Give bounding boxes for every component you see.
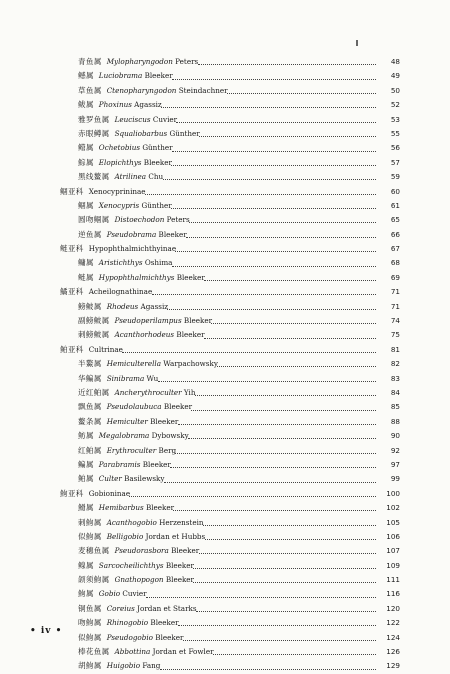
chinese-name: 铜鱼属	[78, 603, 102, 613]
chinese-name: 黑线鳌属	[78, 172, 110, 182]
genus-name: Mylopharyngodon	[106, 57, 173, 66]
dot-leader	[172, 151, 376, 152]
toc-genus-row	[60, 659, 400, 673]
scientific-name	[99, 589, 147, 598]
chinese-name: 胡鮈属	[78, 661, 102, 671]
toc-genus-row	[60, 544, 400, 558]
page-number-footer: • iv •	[30, 626, 63, 636]
author-name: Wu	[144, 373, 159, 383]
chinese-name: 刺鮈属	[78, 517, 102, 527]
page-number: 111	[386, 575, 400, 585]
toc-genus-row	[60, 386, 400, 400]
page-number: 71	[390, 301, 400, 311]
author-name: Cuvier	[150, 114, 178, 124]
author-name: Bleeker	[161, 402, 193, 412]
scientific-name	[107, 417, 179, 426]
genus-name: Phoxinus	[98, 100, 132, 110]
genus-name: Coreius	[106, 603, 135, 613]
page-number: 71	[390, 287, 400, 297]
dot-leader	[188, 438, 376, 439]
genus-name: Cultrinae	[88, 344, 123, 354]
toc-genus-row	[60, 444, 400, 458]
author-name: Fang	[140, 661, 161, 671]
toc-subfamily-row	[60, 242, 400, 256]
page-number: 74	[390, 316, 400, 326]
dot-leader	[129, 496, 376, 497]
toc-genus-row	[60, 372, 400, 386]
author-name: Oshima	[142, 258, 173, 268]
scientific-name	[89, 187, 146, 196]
page-number: 59	[390, 172, 400, 182]
scientific-name	[107, 446, 176, 455]
scientific-name	[107, 57, 199, 66]
scientific-name	[89, 345, 123, 354]
toc-genus-row	[60, 357, 400, 371]
author-name: Berg	[156, 445, 177, 455]
page-number: 68	[390, 258, 400, 268]
author-name: Bleeker	[143, 503, 175, 513]
chinese-name: 青鱼属	[78, 57, 102, 66]
scientific-name	[107, 374, 159, 383]
genus-name: Gobioninae	[88, 488, 131, 498]
chinese-name: 鲂属	[78, 431, 94, 441]
author-name: Bleeker	[148, 618, 179, 628]
author-name: Cuvier	[120, 589, 147, 599]
toc-genus-row	[60, 616, 400, 630]
dot-leader	[211, 323, 376, 324]
scientific-name	[99, 561, 194, 570]
page-number: 53	[390, 114, 400, 124]
toc-genus-row	[60, 573, 400, 587]
author-name: Bleeker	[153, 632, 184, 642]
page-number: 67	[390, 244, 400, 254]
dot-leader	[171, 165, 376, 166]
toc-genus-row	[60, 415, 400, 429]
genus-name: Pseudogobio	[106, 632, 153, 642]
dot-leader	[193, 582, 376, 583]
page-number: 126	[386, 647, 400, 657]
dot-leader	[198, 64, 376, 65]
dot-leader	[175, 453, 376, 454]
chinese-name: 吻鮈属	[78, 618, 102, 628]
genus-name: Sinibrama	[106, 373, 145, 383]
toc-genus-row	[60, 501, 400, 515]
dot-leader	[217, 366, 376, 367]
scientific-name	[99, 503, 174, 512]
chinese-name: 副鳑鲏属	[78, 316, 110, 326]
scientific-name	[107, 86, 228, 95]
chinese-name: 鳙属	[78, 258, 94, 268]
toc-genus-row	[60, 113, 400, 127]
page-number: 92	[390, 445, 400, 455]
dot-leader	[152, 294, 376, 295]
scientific-name	[115, 129, 200, 138]
dot-leader	[199, 553, 376, 554]
toc-genus-row	[60, 170, 400, 184]
page-number: 84	[390, 387, 400, 397]
toc-genus-row	[60, 199, 400, 213]
chinese-name: 鲌亚科	[60, 344, 84, 354]
scientific-name	[115, 330, 205, 339]
dot-leader	[160, 669, 376, 670]
dot-leader	[199, 136, 376, 137]
page-number: 116	[386, 589, 400, 599]
chinese-name: 雅罗鱼属	[78, 114, 110, 124]
dot-leader	[146, 597, 376, 598]
genus-name: Atrilinea	[114, 172, 147, 182]
scientific-name	[107, 230, 187, 239]
dot-leader	[164, 482, 376, 483]
genus-name: Leuciscus	[114, 114, 151, 124]
dot-leader	[186, 237, 376, 238]
author-name: Jordan et Starks	[134, 603, 197, 613]
page-number: 83	[390, 373, 400, 383]
author-name: Steindachner	[176, 85, 228, 95]
chinese-name: 华鳊属	[78, 373, 102, 383]
author-name: Warpachowsky	[161, 359, 218, 369]
page-number: 120	[386, 603, 400, 613]
toc-genus-row	[60, 156, 400, 170]
dot-leader	[178, 424, 376, 425]
chinese-name: 似鮈属	[78, 632, 102, 642]
dot-leader	[175, 251, 376, 252]
page-number: 129	[386, 661, 400, 671]
dot-leader	[183, 640, 376, 641]
scientific-name	[107, 604, 197, 613]
dot-leader	[170, 467, 376, 468]
genus-name: Belligobio	[106, 531, 144, 541]
chinese-name: 鳤属	[78, 143, 94, 153]
genus-name: Elopichthys	[98, 157, 142, 167]
author-name: Herzenstein	[156, 517, 204, 527]
dot-leader	[178, 625, 376, 626]
genus-name: Huigobio	[106, 661, 141, 671]
chinese-name: 飘鱼属	[78, 402, 102, 412]
toc-genus-row	[60, 602, 400, 616]
dot-leader	[163, 179, 376, 180]
scan-mark	[356, 40, 358, 46]
chinese-name: 颌须鮈属	[78, 575, 110, 585]
scientific-name	[115, 172, 164, 181]
genus-name: Pseudobrama	[106, 229, 157, 239]
page-number: 82	[390, 359, 400, 369]
author-name: Peters	[164, 215, 190, 225]
scientific-name	[99, 258, 173, 267]
dot-leader	[203, 525, 376, 526]
genus-name: Megalobrama	[98, 431, 150, 441]
dot-leader	[204, 280, 376, 281]
dot-leader	[172, 266, 376, 267]
genus-name: Hemibarbus	[98, 503, 144, 513]
author-name: Bleeker	[168, 546, 200, 556]
chinese-name: 鲌属	[78, 474, 94, 484]
scientific-name	[99, 71, 173, 80]
chinese-name: 鲢属	[78, 272, 94, 282]
page-number: 109	[386, 560, 400, 570]
genus-name: Pseudoperilampus	[114, 316, 182, 326]
scientific-name	[99, 100, 162, 109]
genus-name: Ochetobius	[98, 143, 141, 153]
chinese-name: 逆鱼属	[78, 229, 102, 239]
chinese-name: 鮈属	[78, 589, 94, 599]
genus-name: Pseudorasbora	[114, 546, 169, 556]
author-name: Agassiz	[138, 301, 169, 311]
chinese-name: 鮈亚科	[60, 488, 84, 498]
toc-genus-row	[60, 141, 400, 155]
page-number: 50	[390, 85, 400, 95]
genus-name: Sarcocheilichthys	[98, 560, 164, 570]
toc-genus-row	[60, 127, 400, 141]
chinese-name: 鲴属	[78, 200, 94, 210]
dot-leader	[172, 79, 376, 80]
toc-subfamily-row	[60, 285, 400, 299]
scientific-name	[99, 474, 165, 483]
toc-genus-row	[60, 300, 400, 314]
scientific-name	[115, 316, 212, 325]
author-name: Bleeker	[174, 272, 205, 282]
genus-name: Hypophthalmichthys	[98, 272, 175, 282]
toc-genus-row	[60, 69, 400, 83]
scientific-name	[107, 618, 179, 627]
page-number: 57	[390, 157, 400, 167]
author-name: Bleeker	[141, 157, 172, 167]
scientific-name	[107, 633, 184, 642]
genus-name: Pseudolaubuca	[106, 402, 162, 412]
chinese-name: 棒花鱼属	[78, 647, 110, 657]
genus-name: Erythroculter	[106, 445, 157, 455]
chinese-name: 麦穗鱼属	[78, 546, 110, 556]
author-name: Bleeker	[163, 560, 194, 570]
toc-genus-row	[60, 228, 400, 242]
dot-leader	[189, 222, 376, 223]
genus-name: Parabramis	[98, 459, 141, 469]
author-name: Bleeker	[181, 316, 213, 326]
page-number: 55	[390, 128, 400, 138]
toc-genus-row	[60, 429, 400, 443]
page-number: 105	[386, 517, 400, 527]
genus-name: Hemiculterella	[106, 359, 161, 369]
toc-genus-row	[60, 559, 400, 573]
scientific-name	[99, 201, 172, 210]
scientific-name	[89, 244, 176, 253]
chinese-name: 鳌条属	[78, 416, 102, 426]
author-name: Günther	[140, 143, 173, 153]
dot-leader	[213, 654, 376, 655]
author-name: Peters	[172, 57, 199, 66]
genus-name: Acheilognathinae	[88, 287, 153, 297]
table-of-contents	[60, 55, 400, 674]
author-name: Bleeker	[156, 229, 187, 239]
toc-genus-row	[60, 256, 400, 270]
page-number: 124	[386, 632, 400, 642]
dot-leader	[196, 611, 376, 612]
toc-genus-row	[60, 55, 400, 69]
scientific-name	[99, 143, 173, 152]
author-name: Jordan et Hubbs	[143, 531, 206, 541]
genus-name: Xenocypris	[98, 200, 140, 210]
page-number: 61	[390, 200, 400, 210]
chinese-name: 近红鲌属	[78, 387, 110, 397]
chinese-name: 鲅属	[78, 100, 94, 110]
scientific-name	[107, 302, 168, 311]
genus-name: Hypophthalmichthyinae	[88, 244, 177, 254]
chinese-name: 鳑鲏属	[78, 301, 102, 311]
chinese-name: 半鰲属	[78, 359, 102, 369]
toc-genus-row	[60, 314, 400, 328]
scientific-name	[107, 402, 192, 411]
author-name: Günther	[139, 200, 172, 210]
author-name: Bleeker	[163, 575, 194, 585]
genus-name: Ancherythroculter	[114, 387, 182, 397]
chinese-name: 似鮈属	[78, 531, 102, 541]
dot-leader	[161, 107, 376, 108]
scientific-name	[107, 518, 204, 527]
page-number: 90	[390, 431, 400, 441]
scientific-name	[99, 273, 205, 282]
page-number: 60	[390, 186, 400, 196]
dot-leader	[122, 352, 376, 353]
author-name: Agassiz	[131, 100, 162, 110]
chinese-name: 鲴亚科	[60, 186, 84, 196]
page-number: 81	[390, 344, 400, 354]
scientific-name	[115, 575, 194, 584]
genus-name: Xenocyprininae	[88, 186, 146, 196]
chinese-name: 刺鳑鲏属	[78, 330, 110, 340]
dot-leader	[173, 510, 376, 511]
scientific-name	[115, 388, 196, 397]
toc-genus-row	[60, 631, 400, 645]
chinese-name: 红鲌属	[78, 445, 102, 455]
chinese-name: 鳊属	[78, 459, 94, 469]
scientific-name	[89, 489, 130, 498]
toc-genus-row	[60, 84, 400, 98]
genus-name: Abbottina	[114, 647, 151, 657]
genus-name: Hemiculter	[106, 416, 148, 426]
toc-genus-row	[60, 645, 400, 659]
page-number: 69	[390, 272, 400, 282]
page-number: 106	[386, 531, 400, 541]
page-number: 49	[390, 71, 400, 81]
page-number: 56	[390, 143, 400, 153]
page-number: 107	[386, 546, 400, 556]
chinese-name: 鱊亚科	[60, 287, 84, 297]
genus-name: Ctenopharyngodon	[106, 85, 177, 95]
genus-name: Aristichthys	[98, 258, 143, 268]
toc-subfamily-row	[60, 343, 400, 357]
dot-leader	[195, 395, 376, 396]
toc-subfamily-row	[60, 487, 400, 501]
genus-name: Luciobrama	[98, 71, 143, 81]
author-name: Bleeker	[142, 71, 173, 81]
dot-leader	[204, 338, 376, 339]
scientific-name	[99, 460, 171, 469]
page-number: 52	[390, 100, 400, 110]
author-name: Bleeker	[174, 330, 205, 340]
genus-name: Distoechodon	[114, 215, 165, 225]
genus-name: Culter	[98, 474, 122, 484]
toc-genus-row	[60, 472, 400, 486]
genus-name: Squaliobarbus	[114, 128, 168, 138]
scientific-name	[115, 215, 190, 224]
toc-genus-row	[60, 587, 400, 601]
chinese-name: 鳈属	[78, 560, 94, 570]
scientific-name	[99, 158, 172, 167]
toc-genus-row	[60, 458, 400, 472]
toc-genus-row	[60, 271, 400, 285]
chinese-name: 鲢亚科	[60, 244, 84, 254]
dot-leader	[191, 410, 376, 411]
scientific-name	[115, 647, 214, 656]
scientific-name	[107, 359, 218, 368]
author-name: Bleeker	[140, 459, 171, 469]
scientific-name	[99, 431, 189, 440]
page-number: 48	[390, 57, 400, 66]
dot-leader	[167, 309, 376, 310]
page-number: 85	[390, 402, 400, 412]
genus-name: Rhinogobio	[106, 618, 149, 628]
scientific-name	[107, 532, 206, 541]
dot-leader	[205, 539, 376, 540]
chinese-name: 鯮属	[78, 157, 94, 167]
page-number: 97	[390, 459, 400, 469]
toc-genus-row	[60, 400, 400, 414]
page-number: 66	[390, 229, 400, 239]
genus-name: Gobio	[98, 589, 121, 599]
scientific-name	[115, 546, 200, 555]
author-name: Bleeker	[147, 416, 179, 426]
chinese-name: 赤眼鳟属	[78, 128, 110, 138]
dot-leader	[193, 568, 376, 569]
author-name: Jordan et Fowler	[150, 647, 214, 657]
toc-subfamily-row	[60, 185, 400, 199]
page-number: 102	[386, 503, 400, 513]
page-number: 88	[390, 416, 400, 426]
chinese-name: 鳡属	[78, 71, 94, 81]
toc-genus-row	[60, 516, 400, 530]
author-name: Yih	[181, 387, 196, 397]
author-name: Dybowsky	[149, 431, 189, 441]
dot-leader	[176, 122, 376, 123]
chinese-name: 䱻属	[78, 503, 94, 513]
scientific-name	[89, 287, 153, 296]
dot-leader	[145, 194, 376, 195]
toc-genus-row	[60, 328, 400, 342]
dot-leader	[158, 381, 376, 382]
genus-name: Gnathopogon	[114, 575, 164, 585]
chinese-name: 圆吻鲴属	[78, 215, 110, 225]
toc-genus-row	[60, 98, 400, 112]
scientific-name	[107, 661, 161, 670]
dot-leader	[227, 93, 376, 94]
dot-leader	[171, 208, 376, 209]
genus-name: Acanthorhodeus	[114, 330, 175, 340]
genus-name: Rhodeus	[106, 301, 139, 311]
page-number: 65	[390, 215, 400, 225]
toc-genus-row	[60, 530, 400, 544]
page-number: 75	[390, 330, 400, 340]
author-name: Basilewsky	[121, 474, 165, 484]
genus-name: Acanthogobio	[106, 517, 157, 527]
author-name: Günther	[167, 128, 200, 138]
chinese-name: 草鱼属	[78, 85, 102, 95]
page-number: 122	[386, 618, 400, 628]
page-number: 99	[390, 474, 400, 484]
author-name: Chu	[146, 172, 164, 182]
scientific-name	[115, 115, 177, 124]
toc-genus-row	[60, 213, 400, 227]
page-number: 100	[386, 488, 400, 498]
